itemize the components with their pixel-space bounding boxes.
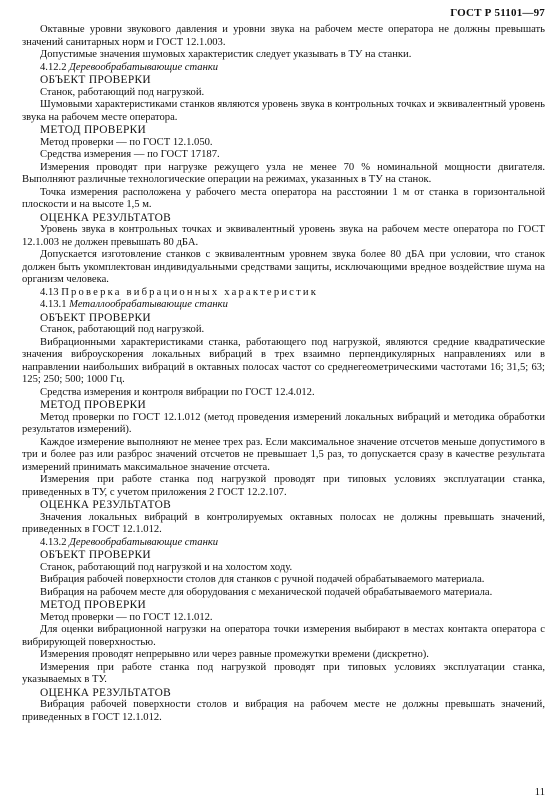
paragraph: Метод проверки — по ГОСТ 12.1.050. — [40, 136, 213, 148]
subsection-number: 4.13.2 — [40, 536, 67, 548]
paragraph: Станок, работающий под нагрузкой. — [40, 324, 205, 335]
paragraph: Октавные уровни звукового давления и уровни звука на рабочем месте оператора не должны превышать значений санитарных норм и ГОСТ 12.1.003. — [22, 24, 545, 48]
paragraph: Станок, работающий под нагрузкой и на холостом ходу. — [40, 561, 293, 573]
subsection-number: 4.13.1 — [40, 299, 67, 310]
paragraph: Вибрация рабочей поверхности столов для станков с ручной подачей обрабатываемого материала. — [40, 574, 485, 585]
paragraph: Каждое измерение выполняют не менее трех раз. Если максимальное значение отсчетов меньше допустимого в три и более раз или разброс значений отсчетов не превышает 1,5 раз, то допускается сразу в качестве результата измерений принимать максимальное значение отсчета. — [22, 436, 545, 473]
page-header: ГОСТ Р 51101—97 — [450, 7, 545, 19]
subsection-number: 4.13 — [40, 286, 59, 298]
section-heading: ОЦЕНКА РЕЗУЛЬТАТОВ — [40, 211, 171, 224]
paragraph: Средства измерения — по ГОСТ 17187. — [40, 149, 220, 160]
subsection-title — [22, 287, 545, 300]
section-heading: ОБЪЕКТ ПРОВЕРКИ — [40, 311, 151, 324]
subsection-title-text: Металлообрабатывающие станки — [69, 299, 228, 310]
paragraph: Вибрационными характеристиками станка, работающего под нагрузкой, являются средние квадратические значения виброускорения локальных вибраций в трех взаимно перпендикулярных направлениях или в направлении наибольших вибраций в октавных полосах частот со среднегеометрическими частотами 16; 31,5; 63; 125; 250; 500; 1000 Гц. — [22, 336, 545, 385]
subsection-number: 4.12.2 — [40, 61, 67, 73]
paragraph: Средства измерения и контроля вибрации по ГОСТ 12.4.012. — [40, 386, 315, 398]
subsection-title — [22, 299, 545, 312]
section-heading: МЕТОД ПРОВЕРКИ — [40, 599, 147, 611]
paragraph: Станок, работающий под нагрузкой. — [40, 86, 205, 98]
paragraph: Метод проверки — по ГОСТ 12.1.012. — [40, 611, 213, 623]
paragraph: Измерения проводят непрерывно или через равные промежутки времени (дискретно). — [40, 649, 429, 660]
paragraph: Измерения проводят при нагрузке режущего узла не менее 70 % номинальной мощности двигателя. Выполняют различные технологические операции на режимах, указанных в ТУ на станок. — [22, 161, 545, 185]
section-heading: ОБЪЕКТ ПРОВЕРКИ — [40, 549, 151, 561]
subsection-title — [22, 537, 545, 550]
paragraph: Метод проверки по ГОСТ 12.1.012 (метод проведения измерений локальных вибраций и методика обработки результатов измерений). — [22, 411, 545, 435]
section-heading: ОБЪЕКТ ПРОВЕРКИ — [40, 74, 151, 86]
document-body — [22, 24, 545, 724]
paragraph: Значения локальных вибраций в контролируемых октавных полосах не должны превышать значений, приведенных в ГОСТ 12.1.012. — [22, 511, 545, 535]
paragraph: Шумовыми характеристиками станков являются уровень звука в контрольных точках и эквивалентный уровень звука на рабочем месте оператора. — [22, 99, 545, 123]
subsection-title-text: Деревообрабатывающие станки — [69, 61, 219, 73]
paragraph: Уровень звука в контрольных точках и эквивалентный уровень звука на рабочем месте оператора по ГОСТ 12.1.003 не должен превышать 80 дБА. — [22, 224, 545, 248]
section-heading: ОЦЕНКА РЕЗУЛЬТАТОВ — [40, 499, 171, 511]
page-number: 11 — [534, 787, 545, 798]
paragraph: Измерения при работе станка под нагрузкой проводят при типовых условиях эксплуатации станка, указываемых в ТУ. — [22, 661, 545, 685]
section-heading: МЕТОД ПРОВЕРКИ — [40, 124, 147, 136]
paragraph: Точка измерения расположена у рабочего места оператора на расстоянии 1 м от станка в горизонтальной плоскости и на высоте 1,5 м. — [22, 186, 545, 210]
paragraph: Измерения при работе станка под нагрузкой проводят при типовых условиях эксплуатации станка, приведенных в ТУ, с учетом приложения 2 ГОСТ 12.2.107. — [22, 474, 545, 498]
paragraph: Для оценки вибрационной нагрузки на оператора точки измерения выбирают в местах контакта оператора с вибрирующей поверхностью. — [22, 624, 545, 648]
subsection-title-text: Деревообрабатывающие станки — [69, 536, 219, 548]
paragraph: Вибрация на рабочем месте для оборудования с механической подачей обрабатываемого материала. — [40, 586, 493, 598]
section-heading: МЕТОД ПРОВЕРКИ — [40, 399, 147, 411]
paragraph: Допускается изготовление станков с эквивалентным уровнем звука более 80 дБА при условии, что станок должен быть укомплектован индивидуальными средствами защиты, исключающими вредное воздействие шума на организм человека. — [22, 249, 545, 285]
section-heading: ОЦЕНКА РЕЗУЛЬТАТОВ — [40, 686, 171, 699]
paragraph: Вибрация рабочей поверхности столов и вибрация на рабочем месте не должны превышать значений, приведенных в ГОСТ 12.1.012. — [22, 699, 545, 723]
subsection-title-text: Проверка вибрационных характеристик — [61, 286, 319, 298]
subsection-title — [22, 62, 545, 75]
paragraph: Допустимые значения шумовых характеристик следует указывать в ТУ на станки. — [40, 49, 412, 60]
